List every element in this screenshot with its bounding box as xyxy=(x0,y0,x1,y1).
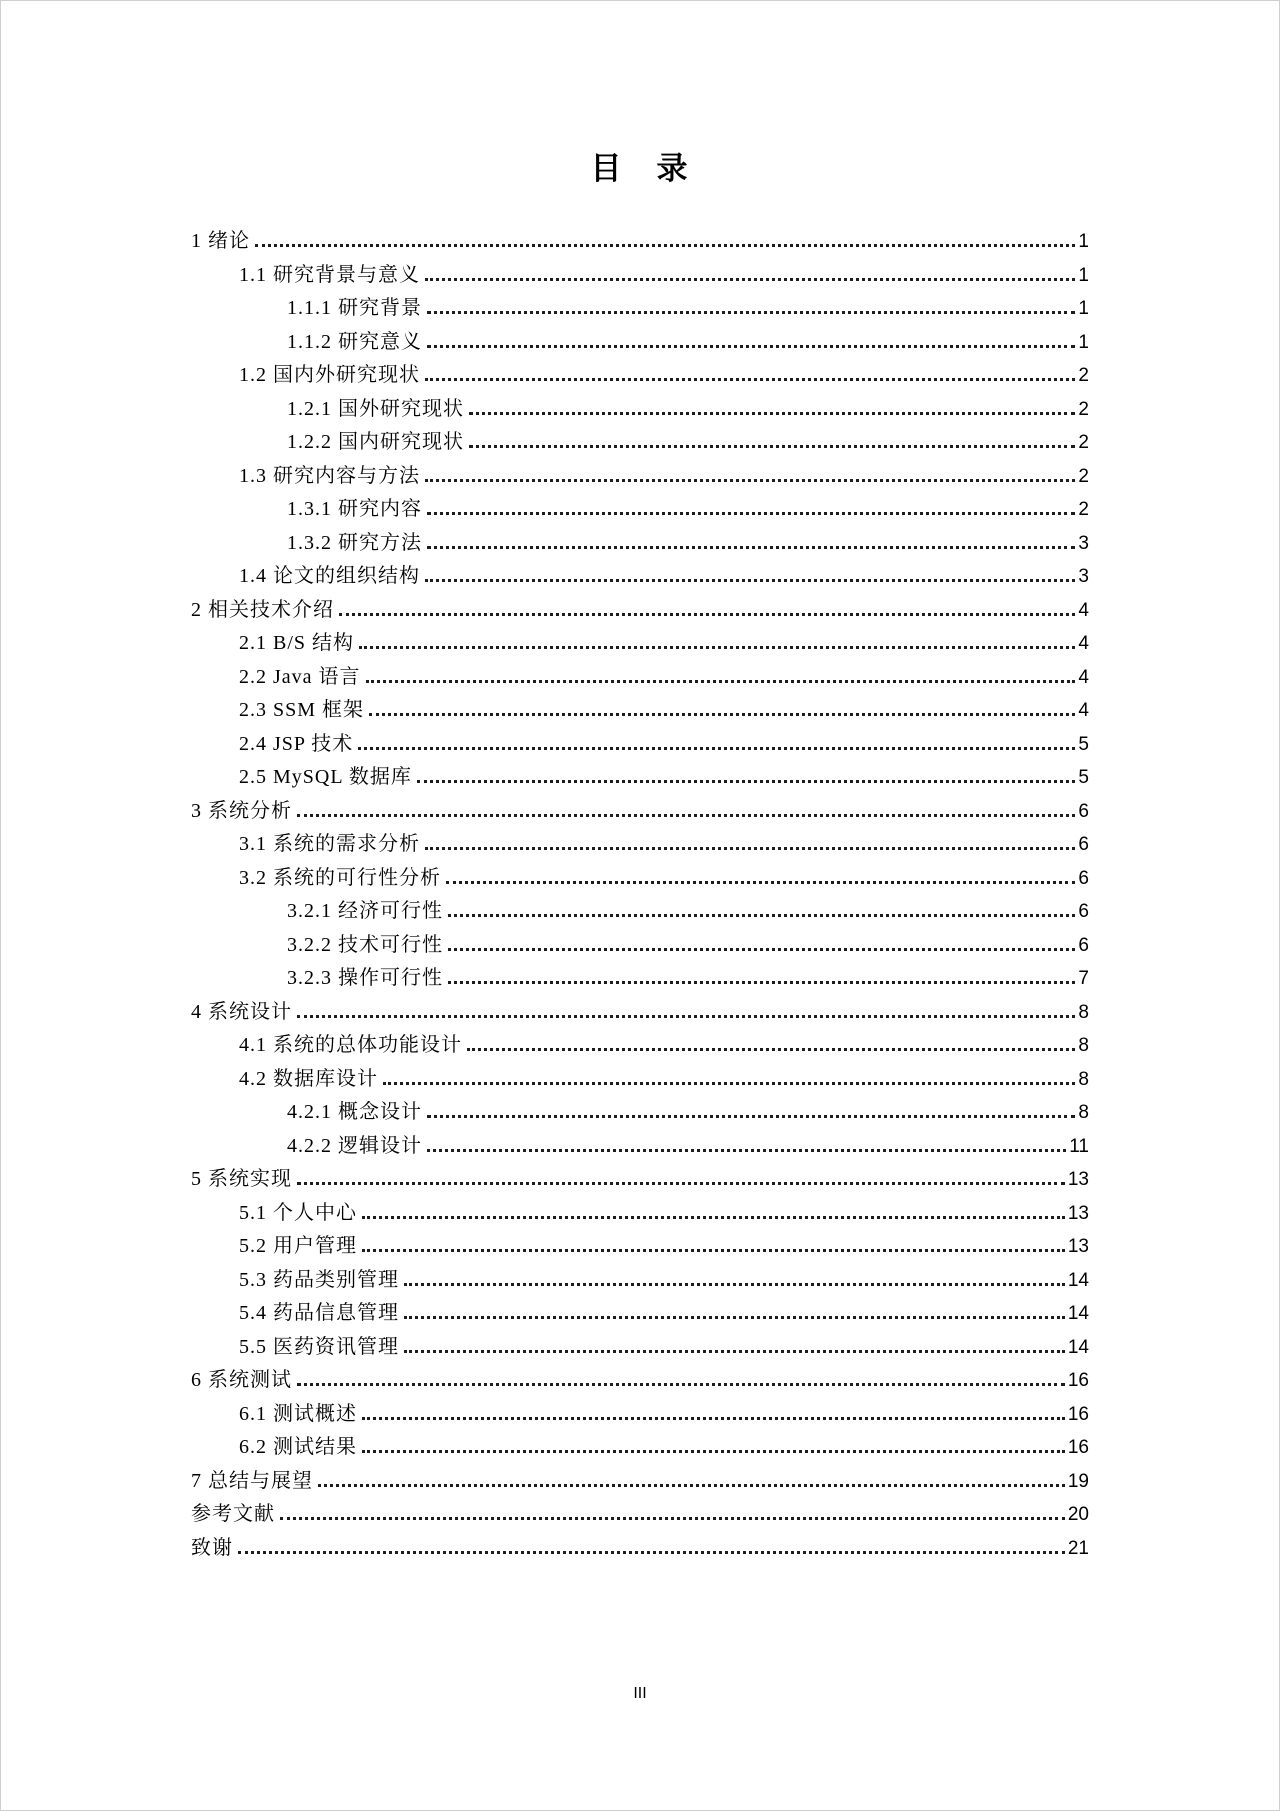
toc-entry-label: 3.1 系统的需求分析 xyxy=(239,833,420,855)
dot-leader xyxy=(427,345,1075,348)
toc-entry-label: 6.1 测试概述 xyxy=(239,1402,357,1425)
toc-entry-label: 1.1 研究背景与意义 xyxy=(239,263,420,286)
toc-entry-page-number: 6 xyxy=(1078,901,1089,922)
toc-entry[interactable] xyxy=(191,1296,1089,1330)
toc-entry-page-number: 6 xyxy=(1078,800,1089,822)
toc-entry-label: 1.3 研究内容与方法 xyxy=(239,464,420,487)
toc-entry-page-number: 8 xyxy=(1078,1001,1089,1023)
dot-leader xyxy=(339,613,1075,616)
toc-entry-page-number: 3 xyxy=(1078,566,1089,587)
toc-title: 目 录 xyxy=(590,151,690,186)
toc-entry-page-number: 16 xyxy=(1067,1370,1089,1391)
toc-entry-page-number: 8 xyxy=(1078,1068,1089,1090)
toc-entry-label: 2.2 Java 语言 xyxy=(239,665,361,688)
dot-leader xyxy=(425,479,1075,482)
toc-entry-label: 1.3.2 研究方法 xyxy=(287,531,422,554)
dot-leader xyxy=(318,1484,1065,1487)
dot-leader xyxy=(359,646,1075,649)
toc-entry-page-number: 2 xyxy=(1078,365,1089,386)
toc-entry[interactable] xyxy=(191,425,1089,459)
toc-entry[interactable] xyxy=(191,1162,1089,1196)
toc-entry-page-number: 2 xyxy=(1078,432,1089,453)
toc-entry-page-number: 6 xyxy=(1078,934,1089,956)
toc-entry-label: 1.1.2 研究意义 xyxy=(287,330,422,353)
toc-entry-label: 3.2 系统的可行性分析 xyxy=(239,866,441,889)
toc-entry-label: 2 相关技术介绍 xyxy=(191,598,334,621)
toc-entry-page-number: 7 xyxy=(1078,968,1089,989)
toc-entry-label: 2.1 B/S 结构 xyxy=(239,632,355,654)
toc-entry[interactable] xyxy=(191,961,1089,995)
toc-entry-page-number: 6 xyxy=(1078,834,1089,855)
toc-entry[interactable] xyxy=(191,325,1089,359)
toc-entry[interactable] xyxy=(191,1129,1089,1163)
toc-entry-label: 6.2 测试结果 xyxy=(239,1436,357,1458)
toc-entry[interactable] xyxy=(191,894,1089,928)
toc-entry-label: 1 绪论 xyxy=(191,230,250,252)
dot-leader xyxy=(362,1216,1065,1219)
toc-entry-label: 5.4 药品信息管理 xyxy=(239,1302,399,1324)
toc-list xyxy=(191,224,1089,1564)
dot-leader xyxy=(404,1283,1065,1286)
dot-leader xyxy=(427,546,1075,549)
toc-entry[interactable] xyxy=(191,526,1089,560)
toc-entry[interactable] xyxy=(191,392,1089,426)
toc-entry-label: 4 系统设计 xyxy=(191,1000,292,1023)
dot-leader xyxy=(425,378,1075,381)
toc-entry-page-number: 1 xyxy=(1078,231,1089,252)
dot-leader xyxy=(427,1149,1066,1152)
dot-leader xyxy=(417,780,1076,783)
toc-entry-label: 1.2.1 国外研究现状 xyxy=(287,397,464,420)
dot-leader xyxy=(404,1316,1065,1319)
dot-leader xyxy=(297,814,1075,817)
footer-page-number: III xyxy=(633,1685,647,1702)
dot-leader xyxy=(255,244,1075,247)
dot-leader xyxy=(358,747,1075,750)
toc-entry-page-number: 21 xyxy=(1067,1537,1089,1559)
dot-leader xyxy=(297,1182,1065,1185)
dot-leader xyxy=(467,1048,1075,1051)
toc-entry[interactable] xyxy=(191,1062,1089,1096)
toc-entry[interactable] xyxy=(191,492,1089,526)
toc-entry-page-number: 4 xyxy=(1078,633,1089,654)
toc-entry-page-number: 16 xyxy=(1067,1403,1089,1425)
dot-leader xyxy=(448,981,1075,984)
toc-entry[interactable] xyxy=(191,1430,1089,1464)
dot-leader xyxy=(280,1517,1065,1520)
toc-entry-page-number: 5 xyxy=(1078,733,1089,755)
dot-leader xyxy=(369,713,1075,716)
toc-entry[interactable] xyxy=(191,258,1089,292)
toc-entry-page-number: 6 xyxy=(1078,867,1089,889)
toc-entry-page-number: 2 xyxy=(1078,499,1089,520)
dot-leader xyxy=(425,847,1075,850)
toc-entry-label: 5.3 药品类别管理 xyxy=(239,1268,399,1291)
toc-entry[interactable] xyxy=(191,928,1089,962)
dot-leader xyxy=(362,1450,1065,1453)
toc-entry-page-number: 14 xyxy=(1067,1303,1089,1324)
toc-entry-page-number: 19 xyxy=(1067,1470,1089,1492)
toc-entry-label: 7 总结与展望 xyxy=(191,1469,313,1492)
toc-entry-label: 2.5 MySQL 数据库 xyxy=(239,766,412,788)
toc-entry-page-number: 1 xyxy=(1078,298,1089,319)
toc-entry[interactable] xyxy=(191,1028,1089,1062)
toc-entry[interactable] xyxy=(191,1196,1089,1230)
toc-entry-page-number: 2 xyxy=(1078,465,1089,487)
toc-entry-page-number: 14 xyxy=(1067,1269,1089,1291)
toc-entry[interactable] xyxy=(191,861,1089,895)
toc-entry-label: 1.2.2 国内研究现状 xyxy=(287,431,464,453)
toc-entry-label: 3.2.1 经济可行性 xyxy=(287,900,443,922)
toc-entry[interactable] xyxy=(191,626,1089,660)
toc-entry-page-number: 20 xyxy=(1067,1504,1089,1525)
toc-entry-page-number: 3 xyxy=(1078,532,1089,554)
toc-entry-page-number: 16 xyxy=(1067,1437,1089,1458)
toc-entry-page-number: 1 xyxy=(1078,264,1089,286)
dot-leader xyxy=(427,311,1075,314)
toc-entry-label: 5 系统实现 xyxy=(191,1168,292,1190)
toc-entry-page-number: 8 xyxy=(1078,1102,1089,1123)
toc-entry-label: 参考文献 xyxy=(191,1503,275,1525)
dot-leader xyxy=(469,445,1075,448)
toc-entry[interactable] xyxy=(191,660,1089,694)
toc-entry[interactable] xyxy=(191,1497,1089,1531)
toc-entry-page-number: 2 xyxy=(1078,398,1089,420)
toc-entry[interactable] xyxy=(191,1330,1089,1364)
toc-entry-label: 1.4 论文的组织结构 xyxy=(239,565,420,587)
toc-entry[interactable] xyxy=(191,1229,1089,1263)
toc-entry[interactable] xyxy=(191,593,1089,627)
toc-entry-page-number: 13 xyxy=(1067,1202,1089,1224)
toc-entry-label: 6 系统测试 xyxy=(191,1369,292,1391)
toc-entry-label: 1.3.1 研究内容 xyxy=(287,498,422,520)
toc-entry[interactable] xyxy=(191,827,1089,861)
dot-leader xyxy=(448,914,1075,917)
dot-leader xyxy=(404,1350,1065,1353)
toc-entry-label: 2.3 SSM 框架 xyxy=(239,699,365,721)
dot-leader xyxy=(297,1015,1075,1018)
toc-entry-label: 3.2.3 操作可行性 xyxy=(287,967,443,989)
toc-entry[interactable] xyxy=(191,760,1089,794)
dot-leader xyxy=(383,1082,1075,1085)
toc-entry[interactable] xyxy=(191,1095,1089,1129)
dot-leader xyxy=(425,579,1075,582)
toc-entry-label: 1.2 国内外研究现状 xyxy=(239,364,420,386)
toc-entry[interactable] xyxy=(191,693,1089,727)
dot-leader xyxy=(427,512,1075,515)
toc-entry-label: 致谢 xyxy=(191,1536,233,1559)
toc-entry[interactable] xyxy=(191,1464,1089,1498)
toc-entry[interactable] xyxy=(191,995,1089,1029)
toc-entry[interactable] xyxy=(191,1263,1089,1297)
toc xyxy=(191,224,1089,1564)
toc-entry-label: 1.1.1 研究背景 xyxy=(287,297,422,319)
toc-entry-label: 4.1 系统的总体功能设计 xyxy=(239,1034,462,1056)
toc-entry[interactable] xyxy=(191,291,1089,325)
toc-entry[interactable] xyxy=(191,358,1089,392)
dot-leader xyxy=(297,1383,1065,1386)
dot-leader xyxy=(446,881,1075,884)
toc-entry-page-number: 5 xyxy=(1078,767,1089,788)
toc-entry-page-number: 4 xyxy=(1078,666,1089,688)
toc-entry[interactable] xyxy=(191,727,1089,761)
toc-entry-page-number: 14 xyxy=(1067,1336,1089,1358)
dot-leader xyxy=(362,1417,1065,1420)
toc-entry-label: 3.2.2 技术可行性 xyxy=(287,933,443,956)
toc-entry[interactable] xyxy=(191,1363,1089,1397)
toc-entry-page-number: 13 xyxy=(1067,1169,1089,1190)
toc-entry[interactable] xyxy=(191,459,1089,493)
toc-entry[interactable] xyxy=(191,224,1089,258)
toc-entry-label: 3 系统分析 xyxy=(191,799,292,822)
dot-leader xyxy=(427,1115,1075,1118)
toc-entry-label: 4.2 数据库设计 xyxy=(239,1067,378,1090)
toc-entry-page-number: 8 xyxy=(1078,1035,1089,1056)
toc-entry-label: 2.4 JSP 技术 xyxy=(239,732,354,755)
toc-entry[interactable] xyxy=(191,1531,1089,1565)
toc-entry-page-number: 4 xyxy=(1078,700,1089,721)
toc-entry-page-number: 11 xyxy=(1069,1135,1089,1157)
toc-entry-label: 5.1 个人中心 xyxy=(239,1201,357,1224)
toc-entry[interactable] xyxy=(191,794,1089,828)
toc-entry-label: 5.2 用户管理 xyxy=(239,1235,357,1257)
dot-leader xyxy=(469,412,1075,415)
toc-entry-page-number: 1 xyxy=(1078,331,1089,353)
dot-leader xyxy=(425,278,1075,281)
dot-leader xyxy=(366,680,1076,683)
dot-leader xyxy=(238,1551,1065,1554)
toc-entry-page-number: 13 xyxy=(1067,1236,1089,1257)
dot-leader xyxy=(448,948,1075,951)
toc-entry[interactable] xyxy=(191,559,1089,593)
toc-entry[interactable] xyxy=(191,1397,1089,1431)
dot-leader xyxy=(362,1249,1065,1252)
toc-entry-label: 5.5 医药资讯管理 xyxy=(239,1335,399,1358)
toc-entry-label: 4.2.2 逻辑设计 xyxy=(287,1134,422,1157)
toc-entry-page-number: 4 xyxy=(1078,599,1089,621)
toc-entry-label: 4.2.1 概念设计 xyxy=(287,1101,422,1123)
